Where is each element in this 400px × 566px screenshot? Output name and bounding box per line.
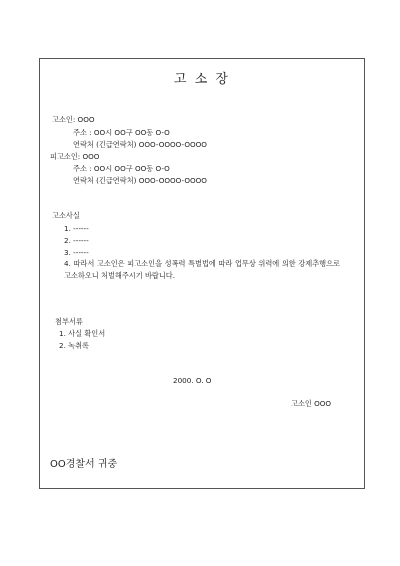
complaint-document <box>39 58 365 489</box>
complainant-label: 고소인: OOO <box>52 115 95 124</box>
complainant-signature: 고소인 OOO <box>291 399 332 408</box>
defendant-label: 피고소인: OOO <box>50 152 100 161</box>
defendant-address: 주소 : OO시 OO구 OO동 O-O <box>73 164 170 173</box>
facts-item-3: 3. ------ <box>64 248 89 257</box>
facts-item-1: 1. ------ <box>64 224 89 233</box>
facts-item-2: 2. ------ <box>64 236 89 245</box>
complainant-address: 주소 : OO시 OO구 OO동 O-O <box>73 128 170 137</box>
facts-heading: 고소사실 <box>52 211 80 220</box>
complainant-contact: 연락처 (긴급연락처) OOO-OOOO-OOOO <box>73 140 207 149</box>
attachment-item-1: 1. 사실 확인서 <box>59 329 106 338</box>
facts-item-4: 4. 따라서 고소인은 피고소인을 성폭력 특별법에 따라 업무상 위력에 의한 강제추행으로 고소하오니 처벌해주시기 바랍니다. <box>64 259 340 280</box>
addressee: OO경찰서 귀중 <box>50 459 118 470</box>
document-title: 고 소 장 <box>174 72 230 87</box>
attachments-heading: 첨부서류 <box>55 317 83 326</box>
defendant-contact: 연락처 (긴급연락처) OOO-OOOO-OOOO <box>73 176 207 185</box>
document-date: 2000. O. O <box>173 376 212 385</box>
attachment-item-2: 2. 녹취록 <box>59 341 89 350</box>
